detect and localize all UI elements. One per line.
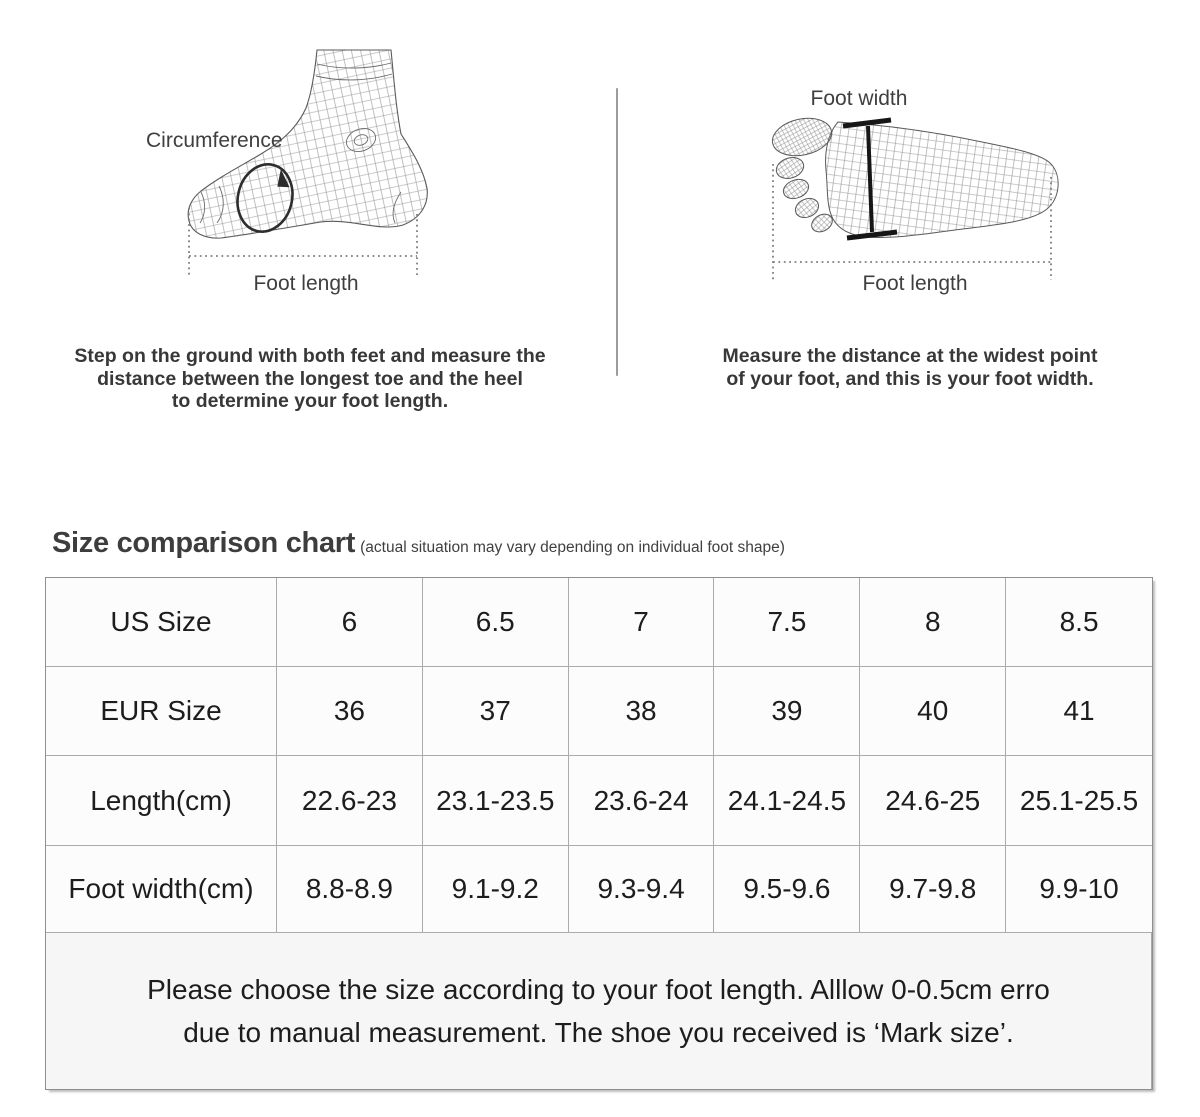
size-chart-heading	[52, 527, 785, 560]
note-line: Please choose the size according to your foot length. Alllow 0-0.5cm erro	[147, 974, 1050, 1005]
size-value-cell: 39	[714, 667, 860, 756]
size-value-cell: 7.5	[714, 578, 860, 667]
row-label-cell: Length(cm)	[46, 756, 277, 846]
size-value-cell: 9.9-10	[1006, 846, 1152, 933]
size-value-cell: 36	[277, 667, 423, 756]
size-value-cell: 8.5	[1006, 578, 1152, 667]
size-chart-title: Size comparison chart	[52, 527, 356, 559]
size-value-cell: 9.1-9.2	[423, 846, 569, 933]
size-value-cell: 6.5	[423, 578, 569, 667]
size-value-cell: 24.1-24.5	[714, 756, 860, 846]
size-value-cell: 8	[860, 578, 1006, 667]
caption-line: Measure the distance at the widest point	[722, 345, 1098, 367]
size-value-cell: 7	[569, 578, 715, 667]
size-value-cell: 9.7-9.8	[860, 846, 1006, 933]
size-value-cell: 25.1-25.5	[1006, 756, 1152, 846]
right-diagram-caption	[660, 345, 1160, 390]
size-table-note	[46, 933, 1152, 1089]
section-divider	[616, 88, 618, 376]
size-value-cell: 9.5-9.6	[714, 846, 860, 933]
row-label-cell: Foot width(cm)	[46, 846, 277, 933]
size-value-cell: 38	[569, 667, 715, 756]
size-value-cell: 41	[1006, 667, 1152, 756]
row-label-cell: EUR Size	[46, 667, 277, 756]
size-chart-title-note: (actual situation may vary depending on individual foot shape)	[360, 539, 785, 556]
size-value-cell: 8.8-8.9	[277, 846, 423, 933]
size-value-cell: 9.3-9.4	[569, 846, 715, 933]
caption-line: distance between the longest toe and the heel	[97, 367, 523, 390]
right-foot-length-label: Foot length	[862, 272, 968, 295]
left-diagram-caption	[55, 345, 565, 413]
size-value-cell: 40	[860, 667, 1006, 756]
circumference-label: Circumference	[146, 129, 283, 152]
foot-side-view-diagram	[165, 42, 445, 287]
size-value-cell: 23.6-24	[569, 756, 715, 846]
caption-line: Step on the ground with both feet and measure the	[74, 345, 546, 367]
foot-top-view-diagram	[750, 82, 1070, 282]
size-value-cell: 23.1-23.5	[423, 756, 569, 846]
note-line: due to manual measurement. The shoe you received is ‘Mark size’.	[183, 1017, 1014, 1048]
size-comparison-table	[45, 577, 1153, 1090]
size-value-cell: 22.6-23	[277, 756, 423, 846]
caption-line: of your foot, and this is your foot width.	[726, 367, 1094, 390]
size-value-cell: 24.6-25	[860, 756, 1006, 846]
size-value-cell: 37	[423, 667, 569, 756]
foot-width-label: Foot width	[810, 87, 908, 110]
row-label-cell: US Size	[46, 578, 277, 667]
toes	[769, 113, 836, 235]
left-foot-length-label: Foot length	[253, 272, 359, 295]
caption-line: to determine your foot length.	[171, 390, 449, 412]
size-value-cell: 6	[277, 578, 423, 667]
